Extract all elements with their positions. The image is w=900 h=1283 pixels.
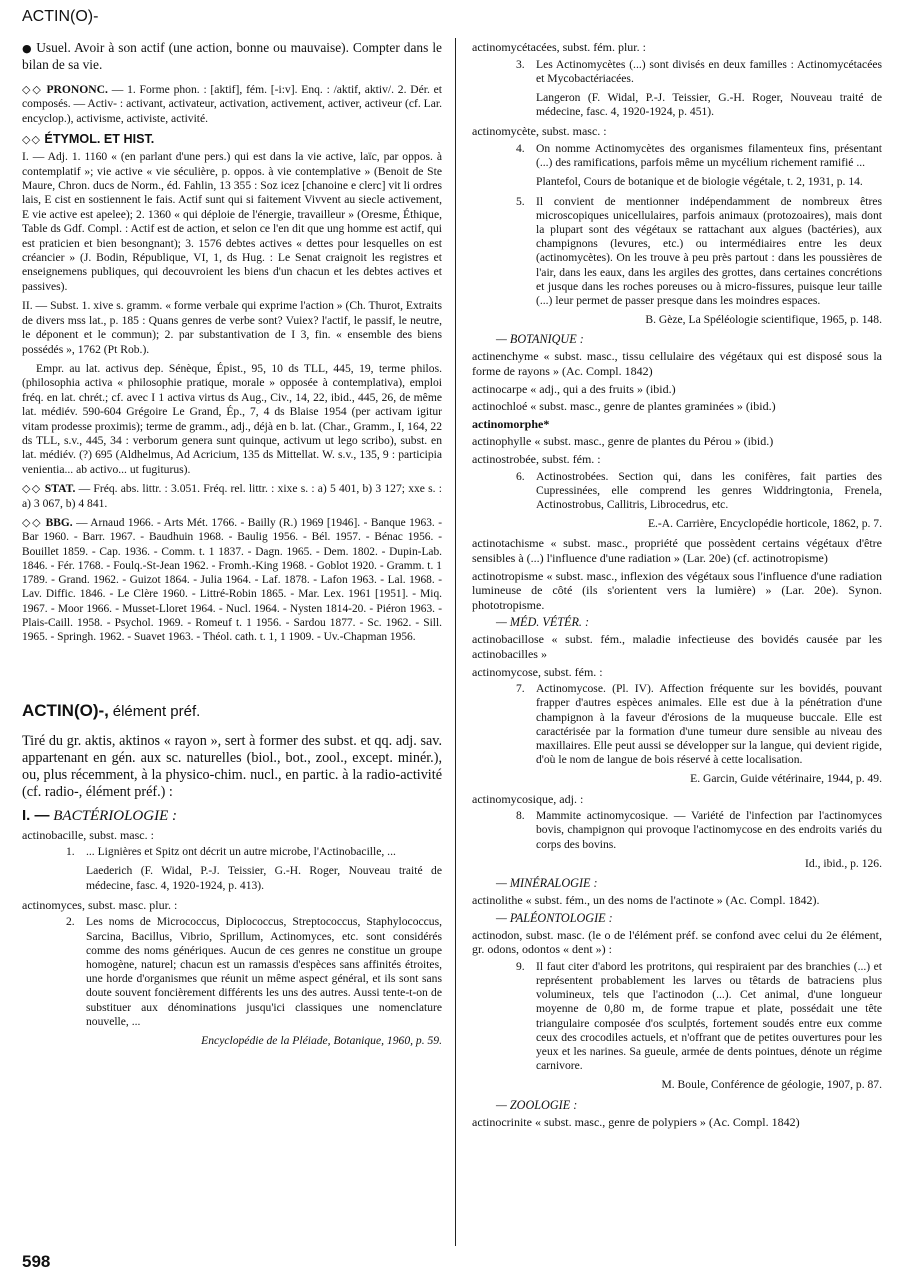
source-8: Id., ibid., p. 126. — [805, 856, 882, 870]
lemma-actinomycosique: actinomycosique, adj. : — [472, 791, 584, 806]
double-diamond-icon: ◇◇ — [22, 83, 43, 96]
usuel-paragraph — [22, 40, 442, 73]
lemma-actinobacillose: actinobacillose « subst. fém., maladie infectieuse des bovidés causée par les actinobacilles » — [472, 632, 882, 661]
section-botanique: — BOTANIQUE : — [496, 332, 584, 347]
etymol-part-ii: II. — Subst. 1. xive s. gramm. « forme verbale qui exprime l'action » (Ch. Thurot, Extraits de divers mss lat., p. 185 : Quans genres de verbe sont? Vuiex? l'actif, le passif, le neutre, le déponent et le commun); 2. par substantivation de I 3, fin. « ensemble des biens possédés », 1762 (Pt Rob.). — [22, 299, 442, 356]
prononc-heading: PRONONC. — [46, 83, 108, 96]
source-7: E. Garcin, Guide vétérinaire, 1944, p. 49. — [690, 772, 882, 786]
source-5: B. Gèze, La Spéléologie scientifique, 1965, p. 148. — [645, 313, 882, 327]
section-zoologie: — ZOOLOGIE : — [496, 1097, 578, 1112]
example-text: Les noms de Micrococcus, Diplococcus, Streptococcus, Staphylococcus, Sarcina, Bacillus, Vibrio, Sprillum, Actinomyces, etc. sont considérés comme des noms génériques. Aucun de ces genres ne constitue un groupe homogène, naturel; chacun est un ramassis d'espèces sans affinités étroites, une horde d'organismes que réunit un même aspect général, et ils sont sans doute souvent foncièrement différents les uns des autres. Aussi tente-t-on de substituer aux dénominations jusqu'ici classiques une nomenclature nouvelle, ... — [86, 915, 442, 1028]
bbg-text: — Arnaud 1966. - Arts Mét. 1766. - Bailly (R.) 1969 [1946]. - Banque 1963. - Bar 1960. - Barr. 1967. - Baudhuin 1968. - Baulig 1956. - Bél. 1957. - Bénac 1956. - Bouillet 1859. - Cap. 1936. - Comm. t. 1 1837. - Dagn. 1965. - Dem. 1802. - Dupin-Lab. 1846. - Fér. 1768. - Foulq.-St-Jean 1962. - Fromh.-King 1968. - Goblot 1920. - Gramm. t. 1 1789. - Grand. 1962. - Guizot 1864. - Julia 1964. - Laf. 1878. - Lafon 1963. - Lal. 1968. - Lav. Diffic. 1846. - Le Clère 1960. - Littré-Robin 1865. - Mar. Lex. 1961 [1951]. - Miq. 1967. - Moor 1966. - Musset-Lloret 1964. - Nucl. 1964. - Nysten 1814-20. - Piéron 1963. - Plais-Caill. 1958. - Psychol. 1969. - Romeuf t. 1 1956. - Sardou 1877. - Sc. 1962. - Sill. 1965. - Springh. 1962. - Suavet 1963. - Théol. cath. t. 1, 1 1909. - Uv.-Chapman 1956. — [22, 516, 442, 644]
example-4 — [516, 142, 882, 170]
lemma-actinolithe: actinolithe « subst. fém., un des noms de l'actinote » (Ac. Compl. 1842). — [472, 892, 820, 907]
example-6 — [516, 470, 882, 513]
entry-grammar: élément préf. — [112, 702, 201, 720]
example-number: 3. — [516, 57, 525, 71]
lemma-actinomycete: actinomycète, subst. masc. : — [472, 124, 607, 139]
example-number: 1. — [66, 845, 75, 859]
source-6: E.-A. Carrière, Encyclopédie horticole, 1862, p. 7. — [647, 517, 882, 531]
lemma-actinocarpe: actinocarpe « adj., qui a des fruits » (ibid.) — [472, 381, 676, 396]
bbg-section — [22, 516, 442, 645]
lemma-actinomorphe: actinomorphe* — [472, 416, 550, 431]
source-2: Encyclopédie de la Pléiade, Botanique, 1960, p. 59. — [201, 1034, 442, 1048]
double-diamond-icon: ◇◇ — [22, 515, 43, 529]
example-text: Mammite actinomycosique. — Variété de l'infection par l'actinomyces bovis, champignon qui provoque l'actinomycose en des endroits variés du corps des bovins. — [536, 809, 882, 851]
lemma-actinotachisme: actinotachisme « subst. masc., propriété que possèdent certains végétaux d'être sensibles à (...) l'influence d'une radiation » (Lar. 20e) (cf. actinotropisme) — [472, 536, 882, 565]
bullet-icon: ● — [22, 42, 33, 55]
example-text: Actinomycose. (Pl. IV). Affection fréquente sur les bovidés, pouvant frapper d'autres espèces animales. Elle est due à la pénétration d'une champignon à la faveur d'érosions de la muqueuse buccale. Elle est caractérisée par la formation d'une tumeur dure sensible au niveau des maxillaires. Elle peut aussi se développer sur la langue, qui devient rigide, d'où le nom de langue de bois réservé à cette localisation. — [536, 682, 882, 767]
source-9: M. Boule, Conférence de géologie, 1907, p. 87. — [661, 1078, 882, 1092]
right-column — [472, 40, 882, 1250]
source-1: Laederich (F. Widal, P.-J. Teissier, G.-H. Roger, Nouveau traité de médecine, fasc. 4, 1920-1924, p. 413). — [86, 864, 442, 892]
etymol-heading-text: ÉTYMOL. ET HIST. — [44, 132, 155, 147]
example-text: On nomme Actinomycètes des organismes filamenteux fins, présentant (...) des ramifications, parfois même un mycélium richement ramifié ... — [536, 142, 882, 170]
lemma-actinobacille: actinobacille, subst. masc. : — [22, 827, 154, 842]
example-number: 2. — [66, 915, 75, 929]
entry-intro: Tiré du gr. aktis, aktinos « rayon », sert à former des subst. et qq. adj. sav. appartenant en gén. aux sc. naturelles (biol., bot., zool., except. minér.), ou, plus récemment, à la physico-chim. nucl., en partic. à la radio-activité (cf. radio-, élément préf.) : — [22, 732, 442, 800]
left-column — [22, 40, 442, 1250]
lemma-actinochloe: actinochloé « subst. masc., genre de plantes graminées » (ibid.) — [472, 399, 776, 414]
section-med-veter: — MÉD. VÉTÉR. : — [496, 615, 590, 630]
section-name: BACTÉRIOLOGIE : — [53, 807, 178, 824]
double-diamond-icon: ◇◇ — [22, 482, 42, 496]
example-number: 4. — [516, 142, 525, 155]
section-bacteriologie — [22, 807, 442, 825]
example-number: 9. — [516, 959, 525, 973]
example-number: 5. — [516, 194, 525, 208]
lemma-actinostrobee: actinostrobée, subst. fém. : — [472, 452, 601, 466]
bbg-heading: BBG. — [45, 516, 73, 529]
lemma-actinocrinite: actinocrinite « subst. masc., genre de polypiers » (Ac. Compl. 1842) — [472, 1114, 800, 1129]
lemma-actinenchyme: actinenchyme « subst. masc., tissu cellulaire des végétaux qui est disposé sous la forme de rayons » (Ac. Compl. 1842) — [472, 349, 882, 379]
example-2 — [66, 915, 442, 1029]
example-7 — [516, 682, 882, 767]
entry-heading — [22, 701, 442, 721]
example-3 — [516, 58, 882, 86]
example-5 — [516, 195, 882, 309]
example-text: Il faut citer d'abord les protritons, qui respiraient par des branchies (...) et représentent probablement les larves ou têtards de batraciens plus volumineux, tels que l'actinodon (...). Cet animal, d'une longueur moyenne de 0,80 m, de forme trapue et plate, possédait une tête triangulaire composée d'os sculptés, fortement soudés entre eux comme ceux des crocodiles actuels, et n'offrant que de petites ouvertures pour les yeux et les narines. Sa gueule, armée de dents pointues, dénote un régime carnivore. — [536, 959, 882, 1073]
lemma-actinomyces: actinomyces, subst. masc. plur. : — [22, 897, 178, 912]
entry-headword: ACTIN(O)-, — [22, 700, 109, 720]
lemma-actinodon: actinodon, subst. masc. (le o de l'élément préf. se confond avec celui du 2e élément, gr. odons, odontos « dent ») : — [472, 927, 882, 957]
source-4: Plantefol, Cours de botanique et de biologie végétale, t. 2, 1931, p. 14. — [536, 175, 863, 189]
stat-section — [22, 482, 442, 511]
lemma-actinomycose: actinomycose, subst. fém. : — [472, 664, 603, 679]
section-number: I. — — [22, 806, 50, 824]
double-diamond-icon: ◇◇ — [22, 133, 41, 147]
example-text: Les Actinomycètes (...) sont divisés en deux familles : Actinomycétacées et Mycobactériacées. — [536, 57, 882, 85]
example-number: 6. — [516, 469, 525, 483]
prononc-section — [22, 83, 442, 126]
example-number: 8. — [516, 809, 525, 823]
etymol-emprunt: Empr. au lat. activus dep. Sénèque, Épist., 95, 10 ds TLL, 445, 19, terme philos. (philosophia activa « philosophie pratique, morale » opposée à contemplativa), emploi fréq. en lat. chrét.; cf. avec I 1 activa virtus ds Aug., Civ., 14, 22, ibid., 445, 26, de même lat. médiév. 590-604 Grégoire Le Grand, Ép., 7, 4 ds Blaise 1954 (per activam igitur vitam prodesse proximis); terme de gramm., adj., déjà en b. lat. (Char., Gramm., I, 164, 22 ds TLL, s.v., 445, 34 : verborum genera sunt quinque, activum ut lego scribo), subst. en lat. médiév. (?) 695 (Aldhelmus, Ad Acricium, 135 ds Mittellat. W. s.v., 135, 9 : participia venientia... ab activo... ut fugiturus). — [22, 361, 442, 476]
example-9 — [516, 960, 882, 1074]
example-text: Il convient de mentionner indépendamment de nombreux êtres microscopiques unicellulaires, parfois animaux (protozoaires), mais dont la plupart sont des végétaux se rattachant aux algues (bactéries), aux champignons (levures, etc.) ou intermédiaires entre les deux (actinomycètes). On les trouve à peu près partout : dans les poussières de l'air, dans les eaux, dans les argiles des grottes, dans certaines concrétions et jusque dans les roches poreuses ou à micro-fissures, puisque leur taille (...) leur permet de passer presque dans les moindres espaces. — [536, 194, 882, 308]
etymol-heading — [22, 132, 442, 146]
running-head: ACTIN(O)- — [22, 8, 99, 25]
etymol-part-i: I. — Adj. 1. 1160 « (en parlant d'une pers.) qui est dans la vie active, laïc, par oppos. à contemplatif »; vie active « vie séculière, p. oppos. à vie contemplative » (Benoit de Ste Maure, Chron. ducs de Norm., éd. Fahlin, 13 355 : Soz icez [chanoine e clerc] vit li ordres lais, E cist en sostiennent le fais. Actif sunt qui si faitement Vivvent au siecle activement, E vie active est apelee); 2. 1360 « qui déploie de l'énergie, travailleur » (Oresme, Éthique, Table ds Gdf. Compl. : Actif est de action, et selon ce l'en dit que ung homme est actif, qui est praticien et bien besongnant); 3. 1576 debtes actives « dettes pour lesquelles on est créancier » (J. Bodin, République, VI, 1, ds Hug. : Le Senat craignoit les registres et enseignemens publiques, qui decouvroient les biens d'un chacun et les debtes actives et passives). — [22, 150, 442, 293]
stat-heading: STAT. — [44, 482, 76, 496]
page-number: 598 — [22, 1252, 51, 1271]
usuel-text: Usuel. Avoir à son actif (une action, bonne ou mauvaise). Compter dans le bilan de sa vie. — [22, 40, 442, 72]
stat-text: — Fréq. abs. littr. : 3.051. Fréq. rel. littr. : xixe s. : a) 5 401, b) 3 127; xxe s. : a) 3 067, b) 4 841. — [22, 482, 442, 510]
lemma-actinotropisme: actinotropisme « subst. masc., inflexion des végétaux sous l'influence d'une radiation lumineuse de côté (ils s'orientent vers la lumière) » (Lar. 20e). Synon. phototropisme. — [472, 568, 882, 612]
example-8 — [516, 809, 882, 852]
section-paleontologie: — PALÉONTOLOGIE : — [496, 910, 613, 925]
prononc-text: — 1. Forme phon. : [aktif], fém. [-i:v]. Enq. : /aktif, aktiv/. 2. Dér. et composés. — Activ- : activant, activateur, activation, activement, activer, activeur (cf. Lar. encyclop.), activisme, activiste, activité. — [22, 83, 442, 125]
example-text: ... Lignières et Spitz ont décrit un autre microbe, l'Actinobacille, ... — [86, 845, 396, 859]
example-number: 7. — [516, 682, 525, 696]
lemma-actinophylle: actinophylle « subst. masc., genre de plantes du Pérou » (ibid.) — [472, 434, 774, 449]
example-1 — [66, 845, 442, 859]
lemma-actinomycetacees: actinomycétacées, subst. fém. plur. : — [472, 40, 646, 54]
example-text: Actinostrobées. Section qui, dans les conifères, fait parties des Cupressinées, elle comprend les genres Widdringtonia, Frenela, Actinostrobus, Callitris, Librocedrus, etc. — [536, 469, 882, 511]
source-3: Langeron (F. Widal, P.-J. Teissier, G.-H. Roger, Nouveau traité de médecine, fasc. 4, 1920-1924, p. 451). — [536, 91, 882, 119]
column-rule — [455, 38, 456, 1246]
section-mineralogie: — MINÉRALOGIE : — [496, 875, 598, 890]
